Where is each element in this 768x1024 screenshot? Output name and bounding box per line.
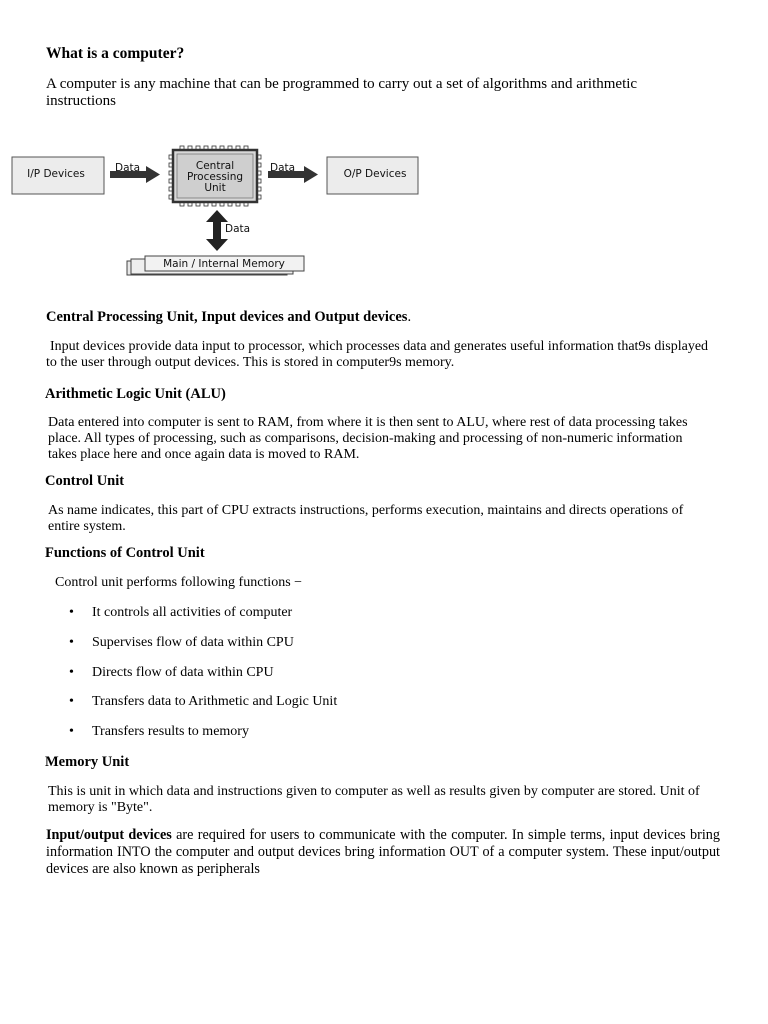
main-memory-label: Main / Internal Memory (163, 258, 285, 270)
list-item: Directs flow of data within CPU (92, 665, 274, 680)
cpu-block-diagram (0, 138, 440, 283)
functions-intro: Control unit performs following functions − (55, 575, 303, 590)
page-title: What is a computer? (46, 45, 185, 62)
bullet-marker: • (69, 665, 74, 680)
intro-paragraph: A computer is any machine that can be programmed to carry out a set of algorithms and arithmetic instructions (46, 76, 638, 109)
cpu-paragraph: Input devices provide data input to processor, which processes data and generates useful information that9s displayed to the user through output devices. This is stored in computer9s memory. (46, 339, 709, 370)
alu-heading: Arithmetic Logic Unit (ALU) (45, 386, 226, 402)
io-paragraph (46, 827, 720, 878)
control-unit-heading: Control Unit (45, 473, 125, 489)
cpu-label-line1: Central (195, 160, 235, 172)
memory-unit-heading: Memory Unit (45, 754, 130, 770)
bullet-marker: • (69, 635, 74, 650)
cpu-label-line3: Unit (204, 182, 226, 194)
list-item: It controls all activities of computer (92, 605, 293, 620)
list-item: Transfers data to Arithmetic and Logic Unit (92, 694, 338, 709)
output-devices-label: O/P Devices (343, 168, 407, 180)
data-label-left: Data (115, 162, 141, 174)
bullet-marker: • (69, 724, 74, 739)
control-unit-paragraph: As name indicates, this part of CPU extracts instructions, performs execution, maintains and directs operations of entire system. (48, 503, 684, 534)
alu-paragraph: Data entered into computer is sent to RAM, from where it is then sent to ALU, where rest of data processing takes place. All types of processing, such as comparisons, decision-making and processing of non-numeric information takes place here and once again data is moved to RAM. (48, 415, 688, 462)
io-bold-term: Input/output devices (46, 827, 172, 843)
bullet-marker: • (69, 605, 74, 620)
cpu-heading-line (46, 309, 411, 326)
cpu-label-line2: Processing (186, 171, 244, 183)
data-label-right: Data (270, 162, 296, 174)
data-label-down: Data (225, 223, 251, 235)
memory-unit-paragraph: This is unit in which data and instructions given to computer as well as results given by computer are stored. Unit of memory is "Byte". (48, 784, 700, 815)
input-devices-label: I/P Devices (27, 168, 85, 180)
list-item: Supervises flow of data within CPU (92, 635, 294, 650)
io-text: are required for users to communicate with the computer. In simple terms, input devices bring information INTO the computer and output devices bring information OUT of a computer system. These input/output devices are also known as peripherals (46, 827, 720, 877)
cpu-heading: Central Processing Unit, Input devices and Output devices (46, 309, 408, 325)
cpu-heading-period: . (407, 309, 412, 325)
list-item: Transfers results to memory (92, 724, 249, 739)
functions-heading: Functions of Control Unit (45, 545, 205, 561)
bullet-marker: • (69, 694, 74, 709)
